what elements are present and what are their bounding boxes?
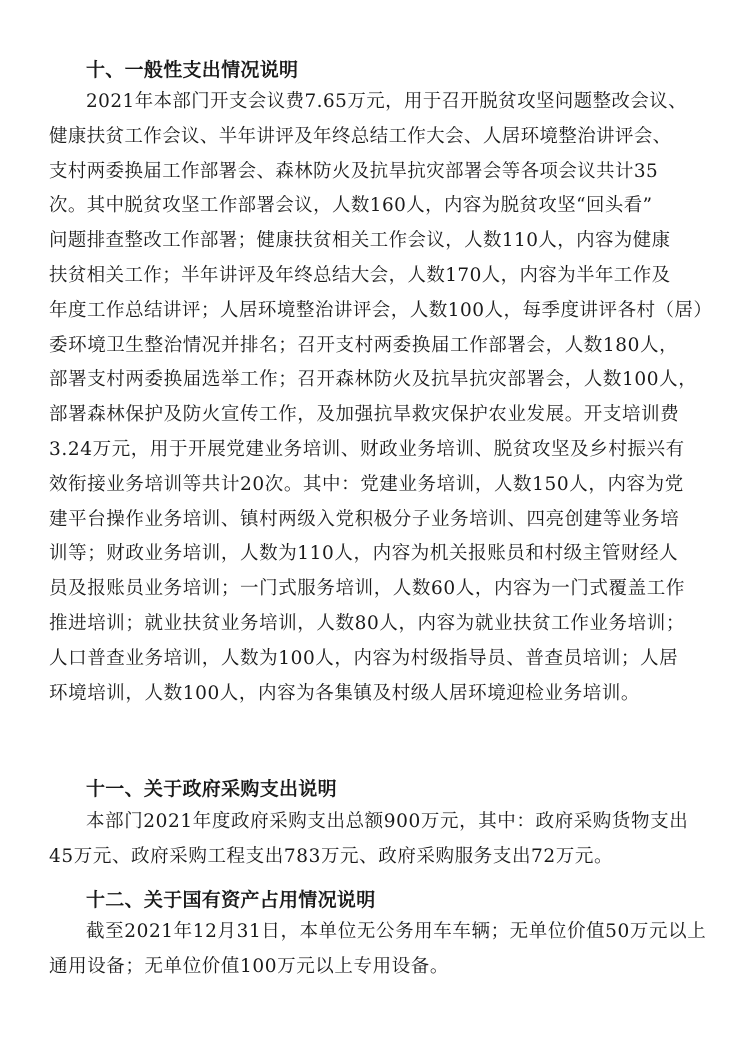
- paragraph-line: 推进培训；就业扶贫业务培训，人数80人，内容为就业扶贫工作业务培训；: [49, 612, 685, 634]
- paragraph-line: 环境培训，人数100人，内容为各集镇及村级人居环境迎检业务培训。: [49, 682, 641, 704]
- paragraph-line: 员及报账员业务培训；一门式服务培训，人数60人，内容为一门式覆盖工作: [49, 578, 685, 600]
- paragraph-line: 通用设备；无单位价值100万元以上专用设备。: [49, 955, 450, 977]
- paragraph-line: 2021年本部门开支会议费7.65万元，用于召开脱贫攻坚问题整改会议、: [86, 91, 687, 112]
- section-paragraph: [49, 85, 713, 711]
- paragraph-line: 委环境卫生整治情况并排名；召开支村两委换届工作部署会，人数180人，: [49, 334, 679, 356]
- paragraph-line: 截至2021年12月31日，本单位无公务用车车辆；无单位价值50万元以上: [86, 921, 707, 942]
- paragraph-line: 人口普查业务培训，人数为100人，内容为村级指导员、普查员培训；人居: [49, 647, 679, 669]
- paragraph-line: 45万元、政府采购工程支出783万元、政府采购服务支出72万元。: [49, 845, 614, 867]
- paragraph-line: 本部门2021年度政府采购支出总额900万元，其中：政府采购货物支出: [86, 811, 689, 832]
- paragraph-line: 次。其中脱贫攻坚工作部署会议，人数160人，内容为脱贫攻坚“回头看”: [49, 195, 653, 217]
- paragraph-line: 支村两委换届工作部署会、森林防火及抗旱抗灾部署会等各项会议共计35: [49, 160, 659, 182]
- paragraph-line: 问题排查整改工作部署；健康扶贫相关工作会议，人数110人，内容为健康: [49, 230, 671, 252]
- section-heading: 十、一般性支出情况说明: [86, 59, 299, 81]
- section-heading: 十一、关于政府采购支出说明: [86, 778, 337, 800]
- paragraph-line: 年度工作总结讲评；人居环境整治讲评会，人数100人，每季度讲评各村（居）: [49, 299, 713, 321]
- paragraph-line: 部署森林保护及防火宣传工作，及加强抗旱救灾保护农业发展。开支培训费: [49, 404, 680, 426]
- paragraph-line: 效衔接业务培训等共计20次。其中：党建业务培训，人数150人，内容为党: [49, 473, 684, 495]
- paragraph-line: 建平台操作业务培训、镇村两级入党积极分子业务培训、四亮创建等业务培: [49, 508, 680, 530]
- paragraph-line: 部署支村两委换届选举工作；召开森林防火及抗旱抗灾部署会，人数100人，: [49, 369, 698, 391]
- section-heading: 十二、关于国有资产占用情况说明: [86, 889, 376, 911]
- section-paragraph: [49, 915, 707, 985]
- section-paragraph: [49, 805, 689, 875]
- paragraph-line: 训等；财政业务培训，人数为110人，内容为机关报账员和村级主管财经人: [49, 543, 679, 565]
- paragraph-line: 扶贫相关工作；半年讲评及年终总结大会，人数170人，内容为半年工作及: [49, 264, 671, 286]
- paragraph-line: 健康扶贫工作会议、半年讲评及年终总结工作大会、人居环境整治讲评会、: [49, 125, 672, 147]
- paragraph-line: 3.24万元，用于开展党建业务培训、财政业务培训、脱贫攻坚及乡村振兴有: [49, 438, 685, 460]
